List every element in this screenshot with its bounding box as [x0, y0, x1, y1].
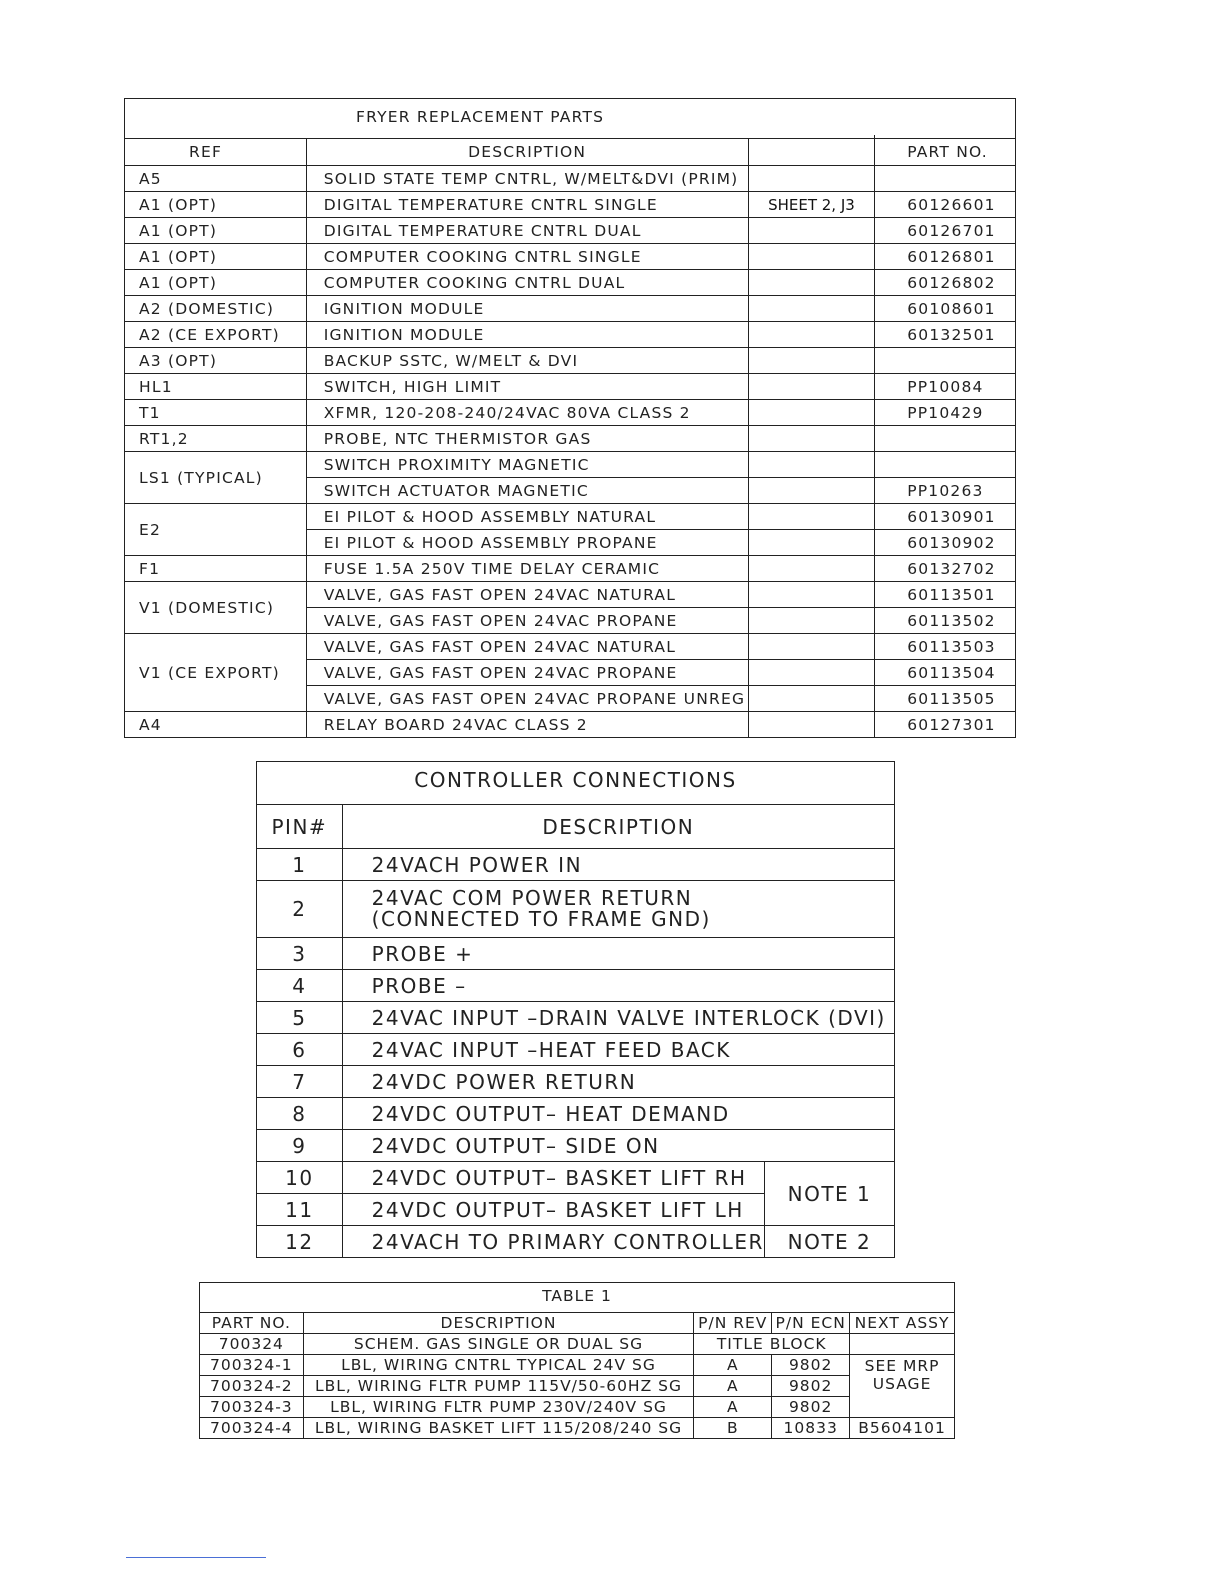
part-no-cell: 60126601 [875, 192, 1016, 218]
connections-body [257, 762, 895, 1258]
table-row [257, 1034, 895, 1066]
ref-cell: E2 [125, 504, 307, 556]
table-row [125, 192, 1016, 218]
description-cell: BACKUP SSTC, W/MELT & DVI [306, 348, 748, 374]
table-row [125, 504, 1016, 530]
pin-cell: 5 [257, 1002, 343, 1034]
table1-title: TABLE 1 [200, 1283, 955, 1310]
note-cell [748, 582, 875, 608]
note-cell [748, 712, 875, 738]
description-cell: LBL, WIRING FLTR PUMP 230V/240V SG [303, 1397, 694, 1418]
note-cell [748, 608, 875, 634]
note-cell [748, 686, 875, 712]
part-no-cell: PP10429 [875, 400, 1016, 426]
ecn-cell: 9802 [772, 1355, 850, 1376]
part-no-cell: 700324-1 [200, 1355, 304, 1376]
table1-body [200, 1283, 955, 1439]
description-cell: COMPUTER COOKING CNTRL DUAL [306, 270, 748, 296]
part-no-cell: 60126802 [875, 270, 1016, 296]
note-cell [748, 244, 875, 270]
table-row [125, 582, 1016, 608]
ref-cell: T1 [125, 400, 307, 426]
part-no-cell: 60130902 [875, 530, 1016, 556]
ref-cell: HL1 [125, 374, 307, 400]
header-ref: REF [125, 139, 307, 166]
description-cell: EI PILOT & HOOD ASSEMBLY NATURAL [306, 504, 748, 530]
description-cell: VALVE, GAS FAST OPEN 24VAC PROPANE [306, 608, 748, 634]
description-cell: LBL, WIRING BASKET LIFT 115/208/240 SG [303, 1418, 694, 1439]
note-cell [748, 634, 875, 660]
rev-cell: A [694, 1355, 772, 1376]
table-row [257, 1098, 895, 1130]
description-cell: EI PILOT & HOOD ASSEMBLY PROPANE [306, 530, 748, 556]
note-cell [748, 504, 875, 530]
part-no-cell [875, 426, 1016, 452]
table-row [125, 556, 1016, 582]
next-assy-cell: B5604101 [850, 1418, 955, 1439]
part-no-cell: 60113501 [875, 582, 1016, 608]
part-no-cell: 60130901 [875, 504, 1016, 530]
rev-cell: A [694, 1376, 772, 1397]
header-next-assy: NEXT ASSY [850, 1313, 955, 1334]
description-cell: VALVE, GAS FAST OPEN 24VAC PROPANE [306, 660, 748, 686]
part-no-cell: 700324 [200, 1334, 304, 1355]
part-no-cell: 60126701 [875, 218, 1016, 244]
next-assy-line: SEE MRP [864, 1357, 940, 1375]
ref-cell: A2 (CE EXPORT) [125, 322, 307, 348]
table-row [125, 426, 1016, 452]
header-description: DESCRIPTION [303, 1313, 694, 1334]
pin-cell: 10 [257, 1162, 343, 1194]
rev-cell: TITLE BLOCK [694, 1334, 850, 1355]
table-row [125, 400, 1016, 426]
description-cell: XFMR, 120-208-240/24VAC 80VA CLASS 2 [306, 400, 748, 426]
ref-cell: A1 (OPT) [125, 270, 307, 296]
description-cell: IGNITION MODULE [306, 322, 748, 348]
ref-cell: A1 (OPT) [125, 192, 307, 218]
description-cell: DIGITAL TEMPERATURE CNTRL SINGLE [306, 192, 748, 218]
description-cell: VALVE, GAS FAST OPEN 24VAC NATURAL [306, 582, 748, 608]
table1-header-row [200, 1313, 955, 1334]
table-row [200, 1376, 955, 1397]
description-cell: SWITCH, HIGH LIMIT [306, 374, 748, 400]
note-cell [748, 322, 875, 348]
description-cell: 24VDC OUTPUT– BASKET LIFT LH [342, 1194, 764, 1226]
table1-title-row [200, 1283, 955, 1310]
pin-cell: 11 [257, 1194, 343, 1226]
table-row [125, 244, 1016, 270]
part-no-cell: 60113502 [875, 608, 1016, 634]
note-cell [748, 296, 875, 322]
ref-cell: LS1 (TYPICAL) [125, 452, 307, 504]
description-line: (CONNECTED TO FRAME GND) [371, 907, 711, 931]
table-row [257, 849, 895, 881]
description-cell: SCHEM. GAS SINGLE OR DUAL SG [303, 1334, 694, 1355]
part-no-cell: 700324-2 [200, 1376, 304, 1397]
description-cell: 24VDC POWER RETURN [342, 1066, 894, 1098]
next-assy-line: USAGE [872, 1375, 932, 1393]
table-row [257, 970, 895, 1002]
ref-cell: F1 [125, 556, 307, 582]
part-no-cell: 60126801 [875, 244, 1016, 270]
part-no-cell [875, 452, 1016, 478]
header-part-no: PART NO. [875, 139, 1016, 166]
note-cell [748, 218, 875, 244]
part-no-cell: 60132702 [875, 556, 1016, 582]
part-no-cell: 60108601 [875, 296, 1016, 322]
next-assy-cell [850, 1334, 955, 1355]
fryer-parts-table [124, 98, 1016, 738]
header-pin: PIN# [257, 805, 343, 849]
note-cell [748, 270, 875, 296]
ref-cell: A5 [125, 166, 307, 192]
description-cell [342, 881, 894, 938]
ref-cell: A2 (DOMESTIC) [125, 296, 307, 322]
table-row [257, 1002, 895, 1034]
note-cell [748, 660, 875, 686]
description-cell: RELAY BOARD 24VAC CLASS 2 [306, 712, 748, 738]
table-row [200, 1397, 955, 1418]
part-no-cell [875, 348, 1016, 374]
rev-cell: B [694, 1418, 772, 1439]
ref-cell: V1 (DOMESTIC) [125, 582, 307, 634]
description-cell: PROBE – [342, 970, 894, 1002]
note-cell [748, 166, 875, 192]
pin-cell: 2 [257, 881, 343, 938]
description-cell: 24VDC OUTPUT– BASKET LIFT RH [342, 1162, 764, 1194]
note-cell [748, 478, 875, 504]
table-row [125, 348, 1016, 374]
table-row [200, 1418, 955, 1439]
table-row [200, 1334, 955, 1355]
table-row [257, 1162, 895, 1194]
header-description: DESCRIPTION [306, 139, 748, 166]
description-cell: SOLID STATE TEMP CNTRL, W/MELT&DVI (PRIM) [306, 166, 748, 192]
description-cell: PROBE, NTC THERMISTOR GAS [306, 426, 748, 452]
part-no-cell: 60113504 [875, 660, 1016, 686]
rev-cell: A [694, 1397, 772, 1418]
pin-cell: 8 [257, 1098, 343, 1130]
description-cell: DIGITAL TEMPERATURE CNTRL DUAL [306, 218, 748, 244]
note-cell [748, 426, 875, 452]
note-cell [748, 556, 875, 582]
ref-cell: A4 [125, 712, 307, 738]
description-cell: 24VDC OUTPUT– HEAT DEMAND [342, 1098, 894, 1130]
table-row [200, 1355, 955, 1376]
description-cell: IGNITION MODULE [306, 296, 748, 322]
pin-cell: 3 [257, 938, 343, 970]
ecn-cell: 10833 [772, 1418, 850, 1439]
part-no-cell: PP10084 [875, 374, 1016, 400]
pin-cell: 7 [257, 1066, 343, 1098]
parts-title-row [125, 99, 1016, 136]
note-cell: SHEET 2, J3 [748, 192, 875, 218]
connections-title-row [257, 762, 895, 799]
description-cell: PROBE + [342, 938, 894, 970]
table-row [257, 1066, 895, 1098]
description-cell: LBL, WIRING CNTRL TYPICAL 24V SG [303, 1355, 694, 1376]
description-line: 24VAC COM POWER RETURN [371, 886, 693, 910]
part-no-cell: PP10263 [875, 478, 1016, 504]
part-no-cell [875, 166, 1016, 192]
description-cell: SWITCH PROXIMITY MAGNETIC [306, 452, 748, 478]
table-row [125, 296, 1016, 322]
parts-body [125, 99, 1016, 738]
part-no-cell: 60113505 [875, 686, 1016, 712]
note-cell: NOTE 2 [764, 1226, 894, 1258]
header-part-no: PART NO. [200, 1313, 304, 1334]
connections-title: CONTROLLER CONNECTIONS [257, 762, 895, 799]
part-no-cell: 700324-3 [200, 1397, 304, 1418]
table-row [125, 218, 1016, 244]
part-no-cell: 60113503 [875, 634, 1016, 660]
parts-title: FRYER REPLACEMENT PARTS [125, 99, 1016, 136]
note-cell [748, 348, 875, 374]
description-cell: COMPUTER COOKING CNTRL SINGLE [306, 244, 748, 270]
ecn-cell: 9802 [772, 1397, 850, 1418]
ref-cell: A3 (OPT) [125, 348, 307, 374]
table-row [125, 452, 1016, 478]
header-description: DESCRIPTION [342, 805, 894, 849]
pin-cell: 1 [257, 849, 343, 881]
description-cell: SWITCH ACTUATOR MAGNETIC [306, 478, 748, 504]
note-cell: NOTE 1 [764, 1162, 894, 1226]
note-cell [748, 374, 875, 400]
footer-rule [126, 1557, 266, 1558]
connections-header-row [257, 805, 895, 849]
description-cell: 24VAC INPUT –DRAIN VALVE INTERLOCK (DVI) [342, 1002, 894, 1034]
header-note [748, 139, 875, 166]
table-row [257, 938, 895, 970]
controller-connections-table [256, 761, 895, 1258]
header-pn-rev: P/N REV [694, 1313, 772, 1334]
table-row [125, 166, 1016, 192]
pin-cell: 12 [257, 1226, 343, 1258]
table-row [125, 712, 1016, 738]
parts-header-row [125, 139, 1016, 166]
description-cell: 24VACH TO PRIMARY CONTROLLER [342, 1226, 764, 1258]
description-cell: 24VACH POWER IN [342, 849, 894, 881]
part-no-cell: 60132501 [875, 322, 1016, 348]
table-row [125, 374, 1016, 400]
ref-cell: RT1,2 [125, 426, 307, 452]
part-no-cell: 60127301 [875, 712, 1016, 738]
ref-cell: V1 (CE EXPORT) [125, 634, 307, 712]
note-cell [748, 452, 875, 478]
pin-cell: 9 [257, 1130, 343, 1162]
ref-cell: A1 (OPT) [125, 218, 307, 244]
pin-cell: 4 [257, 970, 343, 1002]
table-row [125, 322, 1016, 348]
description-cell: 24VAC INPUT –HEAT FEED BACK [342, 1034, 894, 1066]
note-cell [748, 530, 875, 556]
table-row [125, 270, 1016, 296]
pin-cell: 6 [257, 1034, 343, 1066]
header-pn-ecn: P/N ECN [772, 1313, 850, 1334]
table-row [125, 634, 1016, 660]
description-cell: 24VDC OUTPUT– SIDE ON [342, 1130, 894, 1162]
description-cell: VALVE, GAS FAST OPEN 24VAC NATURAL [306, 634, 748, 660]
table-row [257, 1226, 895, 1258]
ecn-cell: 9802 [772, 1376, 850, 1397]
description-cell: VALVE, GAS FAST OPEN 24VAC PROPANE UNREG [306, 686, 748, 712]
table-row [257, 881, 895, 938]
part-no-cell: 700324-4 [200, 1418, 304, 1439]
table-row [257, 1130, 895, 1162]
ref-cell: A1 (OPT) [125, 244, 307, 270]
note-cell [748, 400, 875, 426]
description-cell: LBL, WIRING FLTR PUMP 115V/50-60HZ SG [303, 1376, 694, 1397]
description-cell: FUSE 1.5A 250V TIME DELAY CERAMIC [306, 556, 748, 582]
next-assy-cell [850, 1355, 955, 1418]
table-1 [199, 1282, 955, 1439]
